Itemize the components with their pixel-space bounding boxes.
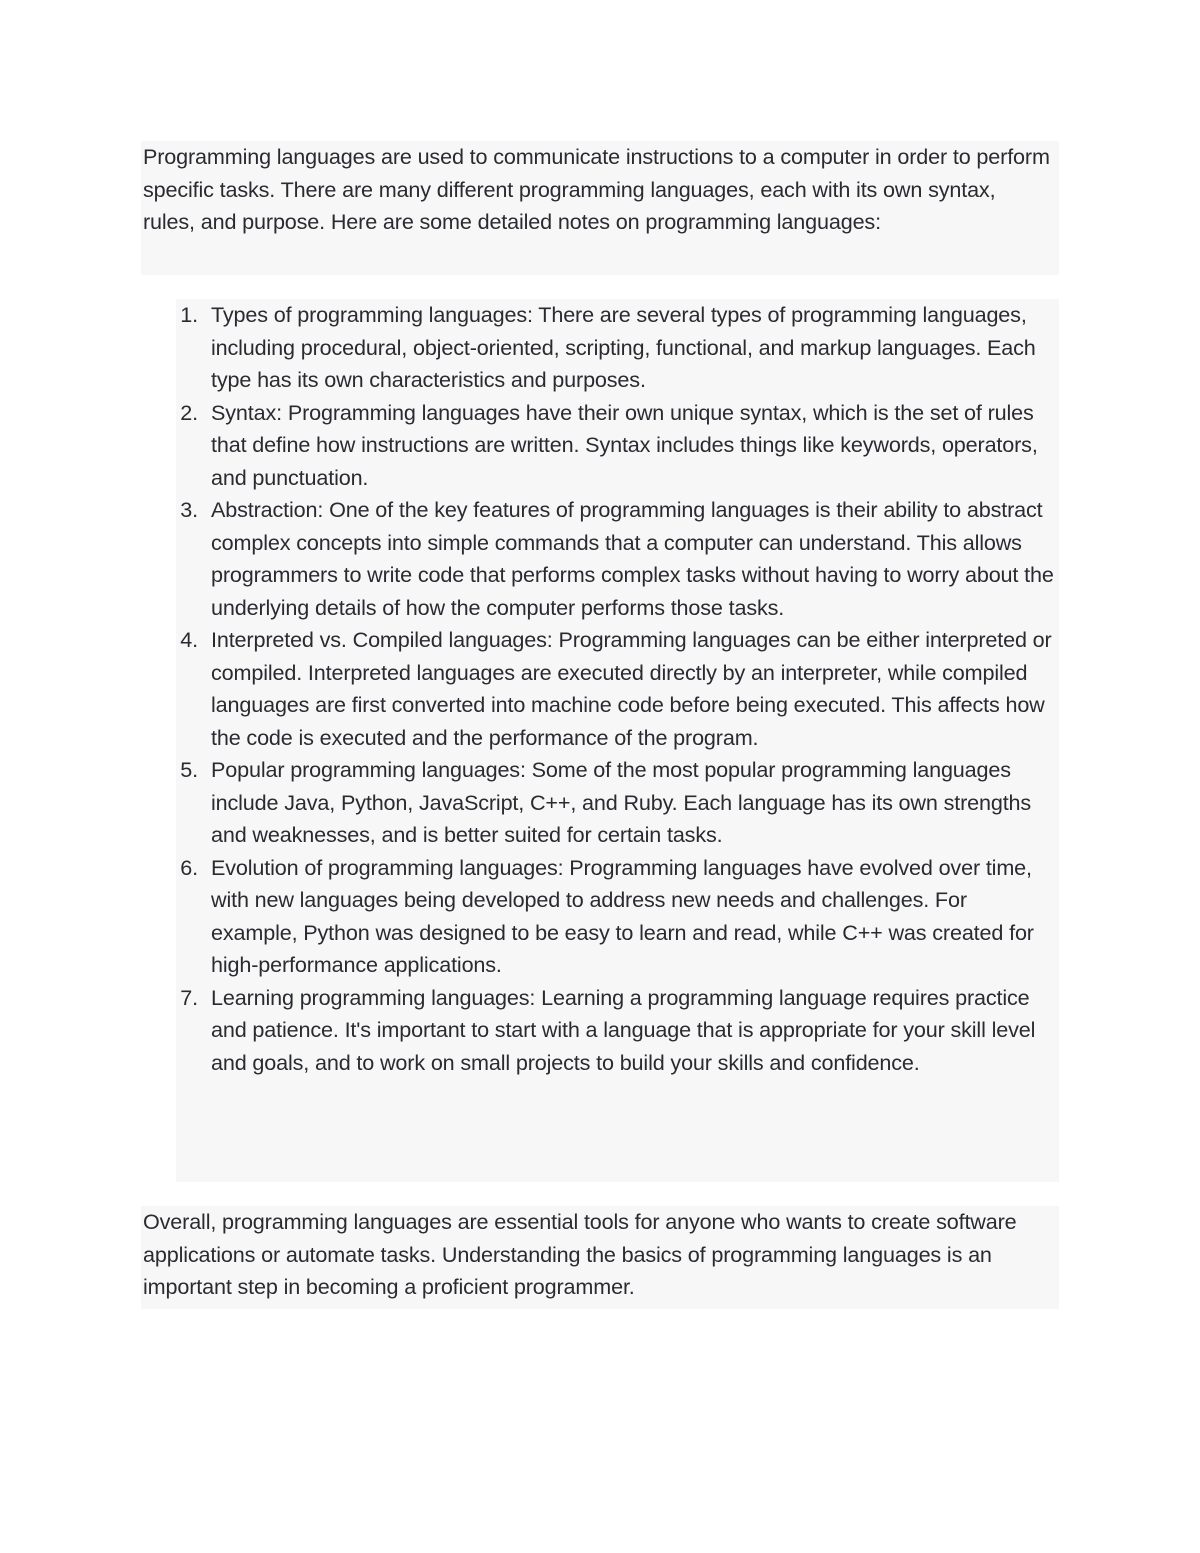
list-item xyxy=(176,754,1059,852)
outro-block xyxy=(141,1206,1059,1309)
list-item-text: Types of programming languages: There are several types of programming languages, including procedural, object-oriented, scripting, functional, and markup languages. Each type has its own characteristics and purposes. xyxy=(211,302,1036,392)
list-item-number: 2. xyxy=(180,399,198,425)
list-item xyxy=(176,397,1059,495)
list-item xyxy=(176,494,1059,624)
list-item-text: Learning programming languages: Learning a programming language requires practice and patience. It's important to start with a language that is appropriate for your skill level and goals, and to work on small projects to build your skills and confidence. xyxy=(211,984,1036,1075)
list-item-text: Interpreted vs. Compiled languages: Programming languages can be either interpreted or compiled. Interpreted languages are executed directly by an interpreter, while compiled languages are first converted into machine code before being executed. This affects how the code is executed and the performance of the program. xyxy=(211,627,1052,750)
intro-block xyxy=(141,141,1059,275)
list-item-number: 1. xyxy=(180,302,198,327)
list-item xyxy=(176,299,1059,397)
list-item-number: 6. xyxy=(180,854,198,880)
outro-paragraph: Overall, programming languages are essential tools for anyone who wants to create software applications or automate tasks. Understanding the basics of programming languages is an important step in becoming a proficient programmer. xyxy=(143,1209,1017,1299)
list-item-text: Evolution of programming languages: Programming languages have evolved over time, with new languages being developed to address new needs and challenges. For example, Python was designed to be easy to learn and read, while C++ was created for high-performance applications. xyxy=(211,854,1034,977)
list-item xyxy=(176,852,1059,982)
list-item-number: 7. xyxy=(180,984,198,1010)
list-item-text: Syntax: Programming languages have their own unique syntax, which is the set of rules that define how instructions are written. Syntax includes things like keywords, operators, and punctuation. xyxy=(211,399,1038,490)
notes-list xyxy=(176,299,1059,1079)
list-item-number: 5. xyxy=(180,757,198,782)
list-item-text: Abstraction: One of the key features of programming languages is their ability to abstract complex concepts into simple commands that a computer can understand. This allows programmers to write code that performs complex tasks without having to worry about the underlying details of how the computer performs those tasks. xyxy=(211,497,1054,620)
list-item xyxy=(176,624,1059,754)
intro-paragraph: Programming languages are used to communicate instructions to a computer in order to perform specific tasks. There are many different programming languages, each with its own syntax, rules, and purpose. Here are some detailed notes on programming languages: xyxy=(143,144,1050,234)
list-item xyxy=(176,982,1059,1080)
list-item-number: 3. xyxy=(180,497,198,522)
list-item-number: 4. xyxy=(180,627,198,652)
notes-list-block xyxy=(176,299,1059,1182)
list-item-text: Popular programming languages: Some of the most popular programming languages include Java, Python, JavaScript, C++, and Ruby. Each language has its own strengths and weaknesses, and is better suited for certain tasks. xyxy=(211,757,1032,847)
